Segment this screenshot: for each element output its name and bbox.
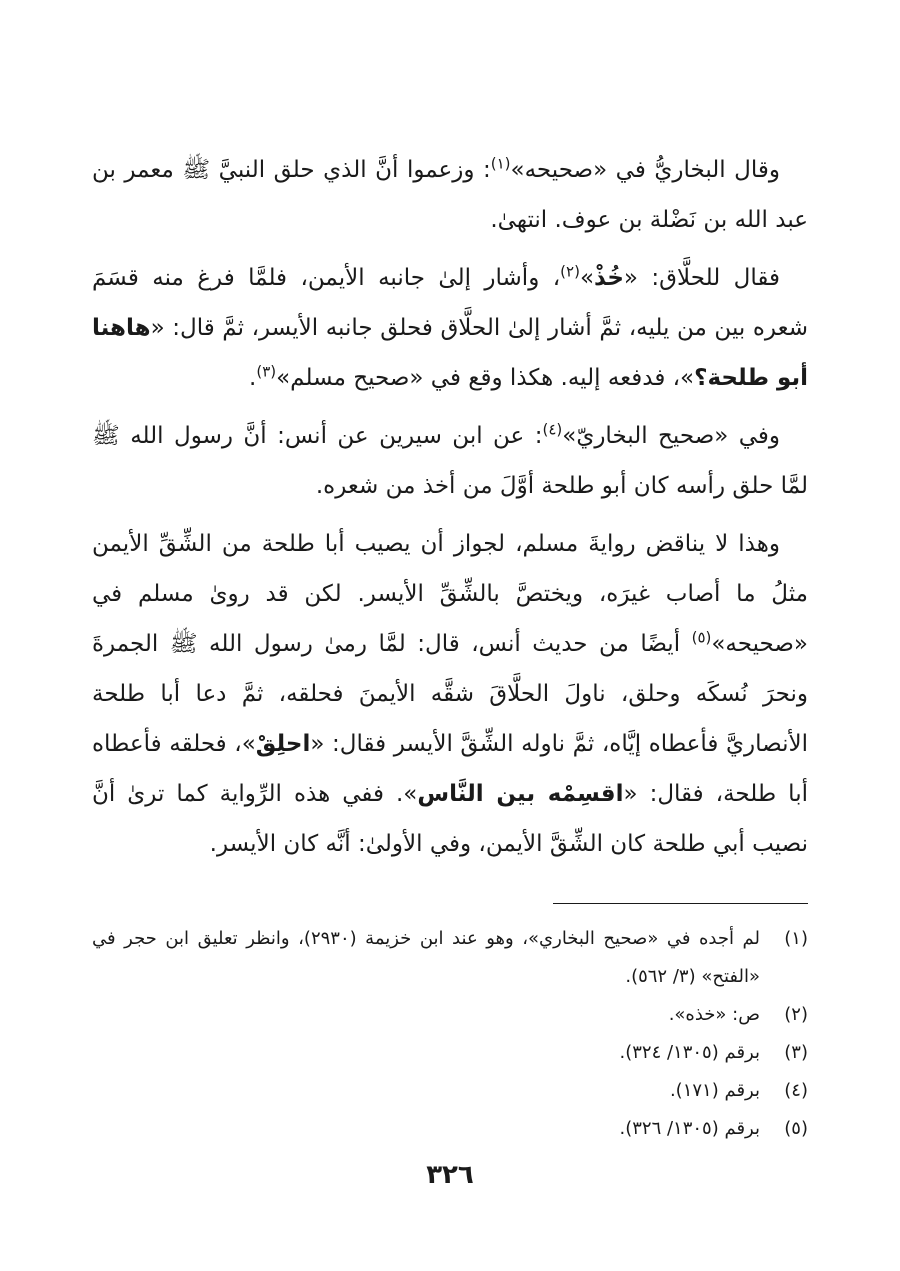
footnote-ref-5: (٥) <box>691 628 712 647</box>
paragraph-3 <box>92 411 808 511</box>
footnote-ref-2: (٢) <box>560 262 580 281</box>
footnote-5 <box>92 1110 808 1148</box>
footnote-number: (٢) <box>784 1004 808 1025</box>
footnote-3 <box>92 1034 808 1072</box>
text-run: وقال البخاريُّ في «صحيحه» <box>510 157 781 183</box>
footnote-text: برقم (١٣٠٥/ ٣٢٤). <box>619 1042 760 1063</box>
text-run: وفي «صحيح البخاريّ» <box>562 423 780 449</box>
main-text <box>92 145 808 877</box>
text-run: أيضًا من حديث أنس، قال: لمَّا رمىٰ رسول الله ﷺ الجمرةَ ونحرَ نُسكَه وحلق، ناولَ الحلَّاقَ شقَّه الأيمنَ فحلقه، ثمَّ دعا أبا طلحة الأنصاريَّ فأعطاه إيَّاه، ثمَّ ناوله الشِّقَّ الأيسر فقال: « <box>92 631 808 757</box>
paragraph-4 <box>92 519 808 869</box>
bold-quote: خُذْ <box>594 265 624 291</box>
text-run: »، فدفعه إليه. هكذا وقع في «صحيح مسلم» <box>276 365 695 391</box>
bold-quote: احلِقْ <box>255 731 311 757</box>
text-run: ، وأشار إلىٰ جانبه الأيمن، فلمَّا فرغ منه قسَمَ شعره بين من يليه، ثمَّ أشار إلىٰ الحلَّاق فحلق جانبه الأيسر، ثمَّ قال: « <box>92 265 808 341</box>
footnote-separator <box>553 903 808 904</box>
footnote-text: برقم (١٧١). <box>669 1080 760 1101</box>
footnote-1 <box>92 920 808 996</box>
paragraph-2 <box>92 253 808 403</box>
text-run: وهذا لا يناقض روايةَ مسلم، لجواز أن يصيب أبا طلحة من الشِّقِّ الأيمن مثلُ ما أصاب غيرَه، ويختصَّ بالشِّقِّ الأيسر. لكن قد روىٰ مسلم في «صحيحه» <box>92 531 808 657</box>
footnote-number: (٤) <box>784 1080 808 1101</box>
footnote-number: (١) <box>784 928 808 949</box>
footnote-number: (٣) <box>784 1042 808 1063</box>
paragraph-1 <box>92 145 808 245</box>
text-run: : عن ابن سيرين عن أنس: أنَّ رسول الله ﷺ لمَّا حلق رأسه كان أبو طلحة أوَّلَ من أخذ من شعره. <box>92 423 808 499</box>
page-number: ٣٢٦ <box>426 1160 474 1190</box>
footnote-ref-3: (٣) <box>256 362 277 381</box>
bold-quote: اقسِمْه بين النَّاس <box>417 781 624 807</box>
footnote-text: ص: «خذه». <box>668 1004 760 1025</box>
footnote-text: برقم (١٣٠٥/ ٣٢٦). <box>619 1118 760 1139</box>
text-run: »، فحلقه فأعطاه أبا طلحة، فقال: « <box>92 731 808 807</box>
text-run: فقال للحلَّاق: « <box>623 265 780 291</box>
footnotes <box>92 920 808 1148</box>
text-run: » <box>579 265 595 291</box>
footnote-text: لم أجده في «صحيح البخاري»، وهو عند ابن خزيمة (٢٩٣٠)، وانظر تعليق ابن حجر في «الفتح» (٣/ ٥٦٢). <box>92 928 760 987</box>
text-run: : وزعموا أنَّ الذي حلق النبيَّ ﷺ معمر بن عبد الله بن نَضْلة بن عوف. انتهىٰ. <box>92 157 808 233</box>
text-run: . <box>249 365 257 391</box>
footnote-ref-4: (٤) <box>542 420 563 439</box>
bold-quote: هاهنا أبو طلحة؟ <box>92 315 808 391</box>
footnote-ref-1: (١) <box>490 154 511 173</box>
text-run: ». ففي هذه الرِّواية كما ترىٰ أنَّ نصيب أبي طلحة كان الشِّقَّ الأيمن، وفي الأولىٰ: أنَّه كان الأيسر. <box>92 781 808 857</box>
footnote-number: (٥) <box>784 1118 808 1139</box>
footnote-4 <box>92 1072 808 1110</box>
footnote-2 <box>92 996 808 1034</box>
